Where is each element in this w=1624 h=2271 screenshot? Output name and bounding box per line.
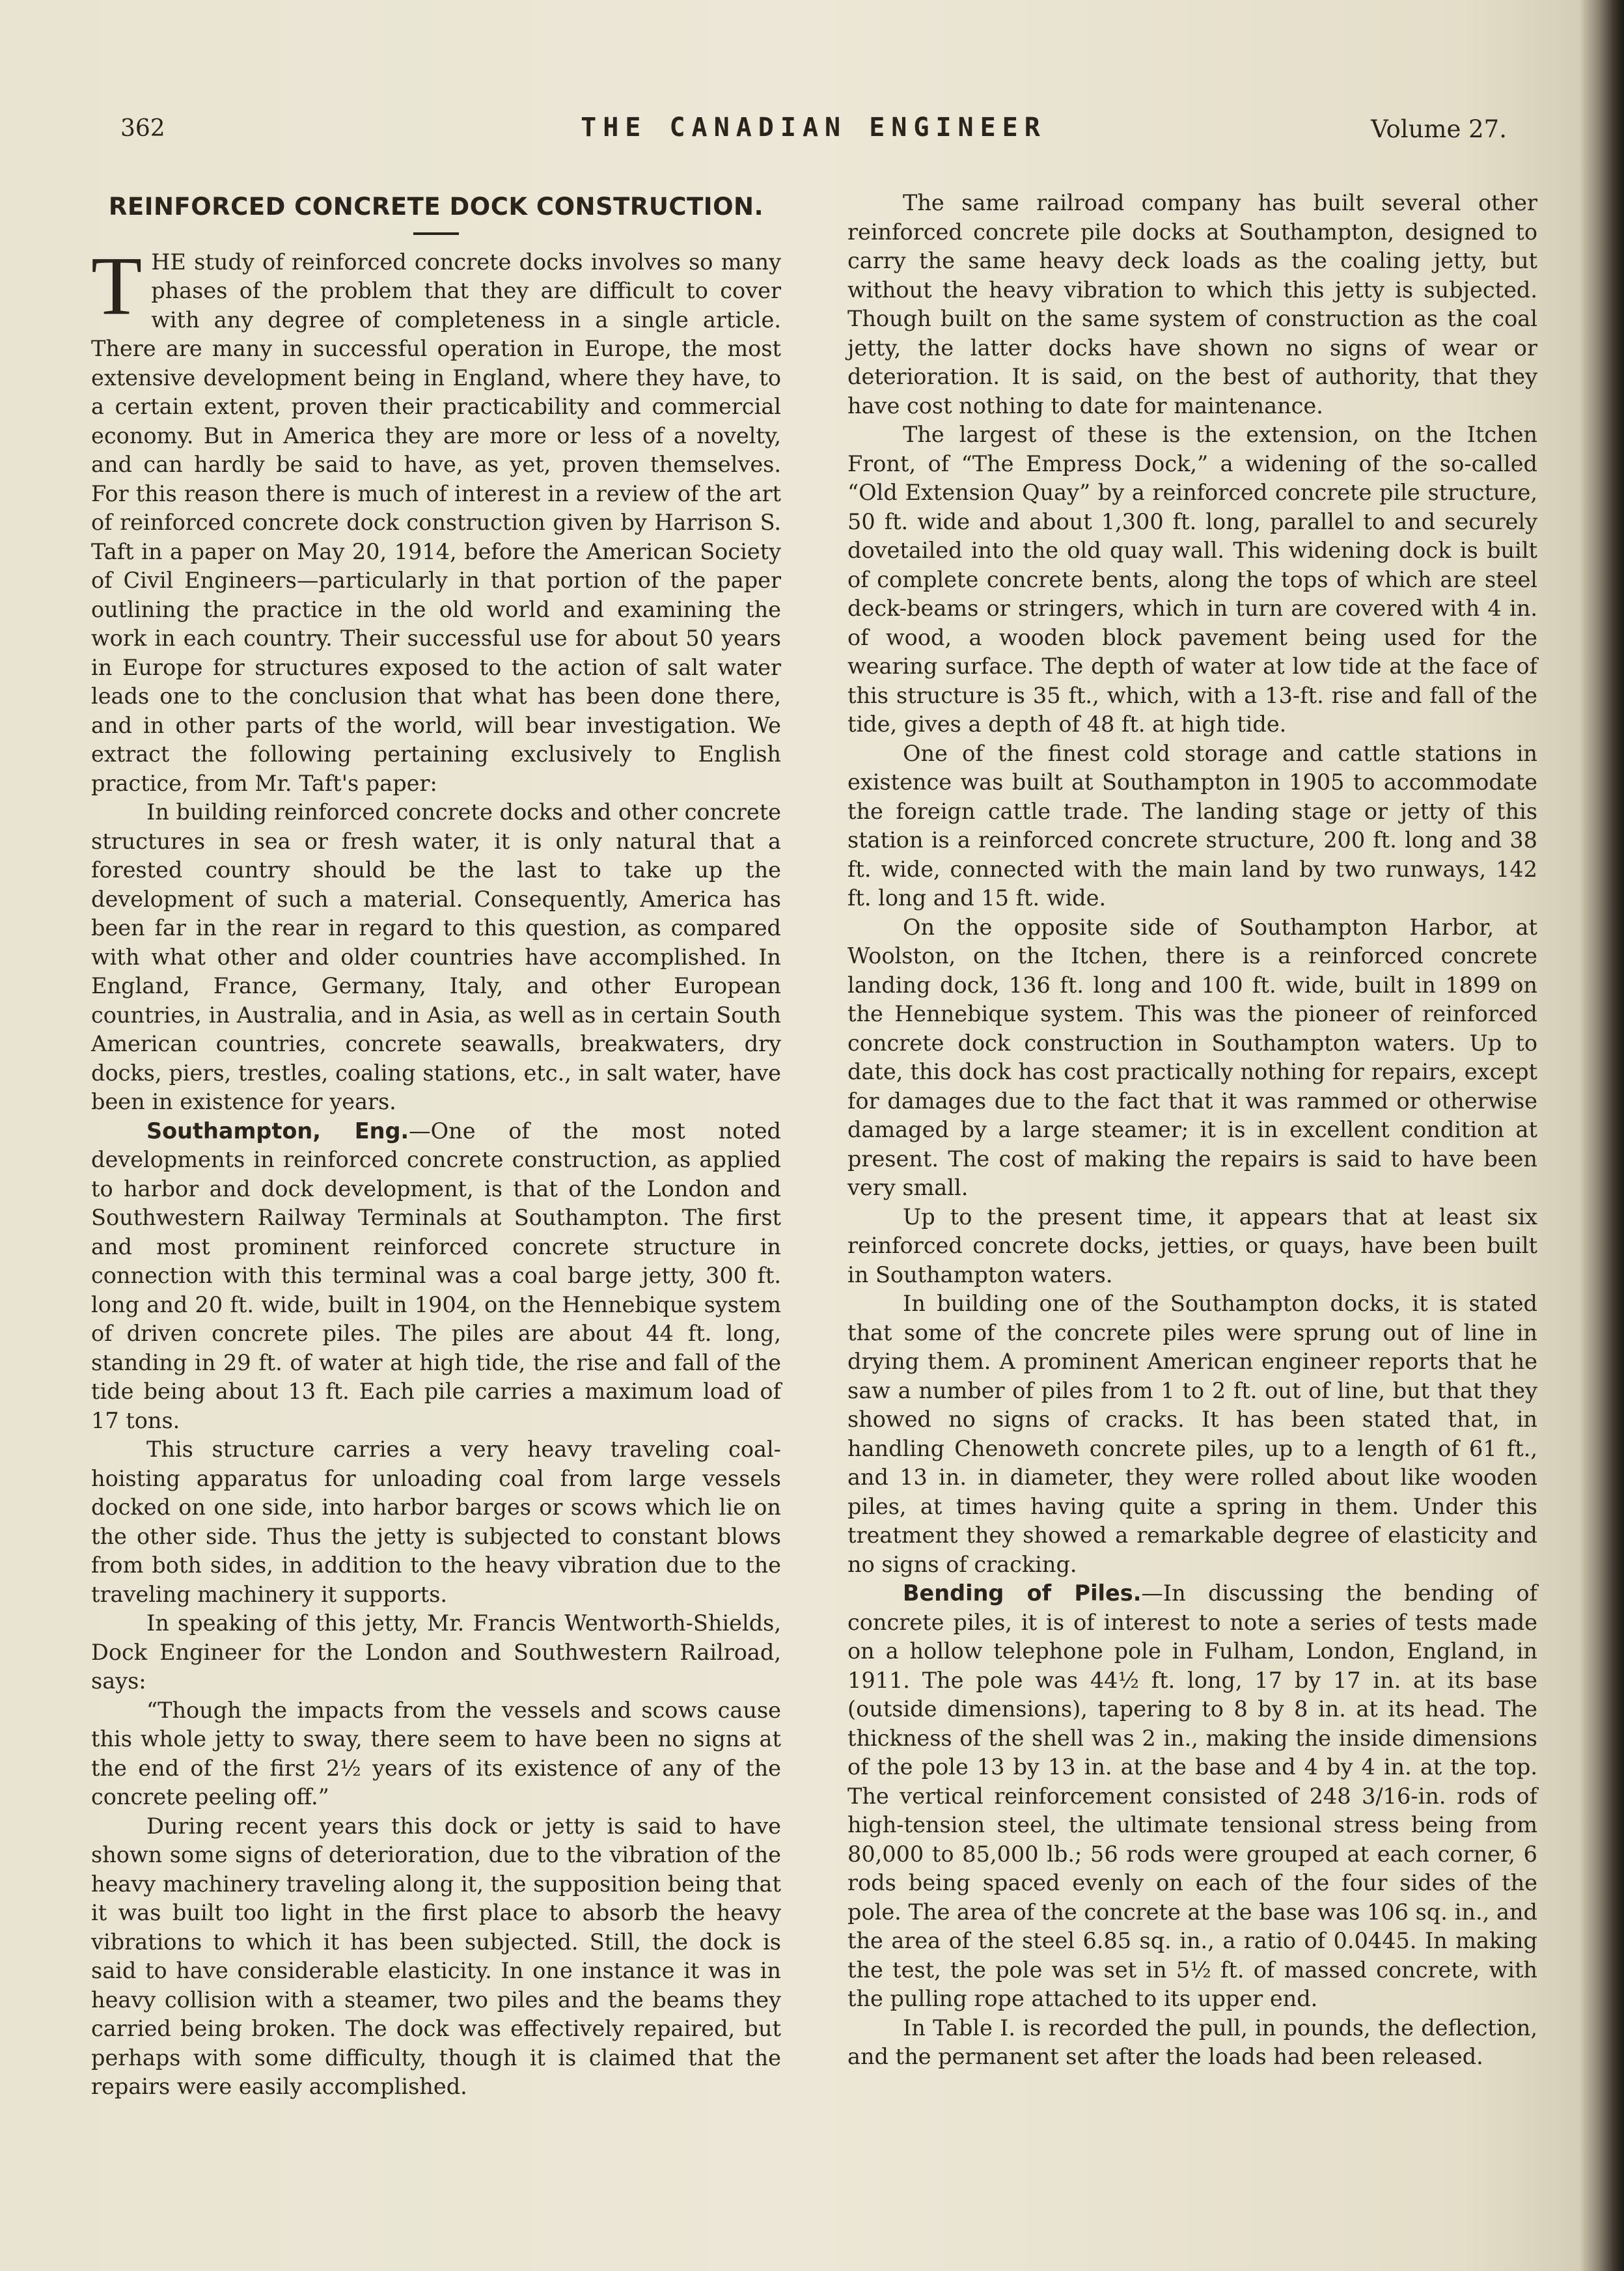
paragraph	[847, 1579, 1537, 2014]
article-title: REINFORCED CONCRETE DOCK CONSTRUCTION.	[108, 193, 764, 221]
journal-title: THE CANADIAN ENGINEER	[581, 113, 1047, 143]
paragraph: The same railroad company has built several other reinforced concrete pile docks at Southampton, designed to carry the same heavy deck loads as the coaling jetty, but without the heavy vibration to which this jetty is subjected. Though built on the same system of construction as the coal jetty, the latter docks have shown no signs of wear or deterioration. It is said, on the best of authority, that they have cost nothing to date for maintenance.	[847, 190, 1537, 419]
running-header	[120, 107, 1507, 153]
paragraph	[91, 1117, 781, 1436]
paragraph: This structure carries a very heavy traveling coal-hoisting apparatus for unloading coal from large vessels docked on one side, into harbor barges or scows which lie on the other side. Thus the jetty is subjected to constant blows from both sides, in addition to the heavy vibration due to the traveling machinery it supports.	[91, 1437, 781, 1607]
right-column	[847, 189, 1537, 2072]
paragraph: During recent years this dock or jetty is said to have shown some signs of deterioration, due to the vibration of the heavy machinery traveling along it, the supposition being that it was built too light in the first place to absorb the heavy vibrations to which it has been subjected. Still, the dock is said to have considerable elasticity. In one instance it was in heavy collision with a steamer, two piles and the beams they carried being broken. The dock was effectively repaired, but perhaps with some difficulty, though it is claimed that the repairs were easily accomplished.	[91, 1813, 781, 2099]
binding-gutter	[1578, 0, 1624, 2271]
volume-label: Volume 27.	[1371, 115, 1507, 143]
paragraph: Up to the present time, it appears that at least six reinforced concrete docks, jetties, or quays, have been built in Southampton waters.	[847, 1204, 1537, 1287]
paragraph-text: —One of the most noted developments in reinforced concrete construction, as applied to harbor and dock development, is that of the London and Southwestern Railway Terminals at Southampton. The first and most prominent reinforced concrete structure in connection with this terminal was a coal barge jetty, 300 ft. long and 20 ft. wide, built in 1904, on the Hennebique system of driven concrete piles. The piles are about 44 ft. long, standing in 29 ft. of water at high tide, the rise and fall of the tide being about 13 ft. Each pile carries a maximum load of 17 tons.	[91, 1118, 781, 1433]
paragraph: In Table I. is recorded the pull, in pounds, the deflection, and the permanent set after the loads had been released.	[847, 2015, 1537, 2069]
paragraph: In building reinforced concrete docks and other concrete structures in sea or fresh water, it is only natural that a forested country should be the last to take up the development of such a material. Consequently, America has been far in the rear in regard to this question, as compared with what other and older countries have accomplished. In England, France, Germany, Italy, and other European countries, in Australia, and in Asia, as well as in certain South American countries, concrete seawalls, breakwaters, dry docks, piers, trestles, coaling stations, etc., in salt water, have been in existence for years.	[91, 799, 781, 1114]
left-column	[91, 189, 781, 2102]
quotation: “Though the impacts from the vessels and scows cause this whole jetty to sway, there seem to have been no signs at the end of the first 2½ years of its existence of any of the concrete peeling off.”	[91, 1697, 781, 1810]
subheading: Bending of Piles.	[903, 1580, 1142, 1606]
paragraph: One of the finest cold storage and cattle stations in existence was built at Southampton in 1905 to accommodate the foreign cattle trade. The landing stage or jetty of this station is a reinforced concrete structure, 200 ft. long and 38 ft. wide, connected with the main land by two runways, 142 ft. long and 15 ft. wide.	[847, 740, 1537, 911]
paragraph	[91, 239, 781, 799]
paragraph: On the opposite side of Southampton Harbor, at Woolston, on the Itchen, there is a reinforced concrete landing dock, 136 ft. long and 100 ft. wide, built in 1899 on the Hennebique system. This was the pioneer of reinforced concrete dock construction in Southampton waters. Up to date, this dock has cost practically nothing for repairs, except for damages due to the fact that it was rammed or otherwise damaged by a large steamer; it is in excellent condition at present. The cost of making the repairs is said to have been very small.	[847, 914, 1537, 1200]
title-rule	[413, 232, 459, 235]
paragraph-text: HE study of reinforced concrete docks involves so many phases of the problem that they are difficult to cover with any degree of completeness in a single article. There are many in successful operation in Europe, the most extensive development being in England, where they have, to a certain extent, proven their practicability and commercial economy. But in America they are more or less of a novelty, and can hardly be said to have, as yet, proven themselves. For this reason there is much of interest in a review of the art of reinforced concrete dock construction given by Harrison S. Taft in a paper on May 20, 1914, before the American Society of Civil Engineers—particularly in that portion of the paper outlining the practice in the old world and examining the work in each country. Their successful use for about 50 years in Europe for structures exposed to the action of salt water leads one to the conclusion that what has been done there, and in other parts of the world, will bear investigation. We extract the following pertaining exclusively to English practice, from Mr. Taft's paper:	[91, 249, 781, 796]
paragraph: In speaking of this jetty, Mr. Francis Wentworth-Shields, Dock Engineer for the London and Southwestern Railroad, says:	[91, 1610, 781, 1694]
page-number: 362	[120, 115, 165, 142]
paragraph: The largest of these is the extension, on the Itchen Front, of “The Empress Dock,” a widening of the so-called “Old Extension Quay” by a reinforced concrete pile structure, 50 ft. wide and about 1,300 ft. long, parallel to and securely dovetailed into the old quay wall. This widening dock is built of complete concrete bents, along the tops of which are steel deck-beams or stringers, which in turn are covered with 4 in. of wood, a wooden block pavement being used for the wearing surface. The depth of water at low tide at the face of this structure is 35 ft., which, with a 13-ft. rise and fall of the tide, gives a depth of 48 ft. at high tide.	[847, 422, 1537, 737]
drop-cap: T	[91, 239, 143, 332]
subheading: Southampton, Eng.	[146, 1118, 409, 1144]
paragraph-text: —In discussing the bending of concrete piles, it is of interest to note a series of tests made on a hollow telephone pole in Fulham, London, England, in 1911. The pole was 44½ ft. long, 17 by 17 in. at its base (outside dimensions), tapering to 8 by 8 in. at its head. The thickness of the shell was 2 in., making the inside dimensions of the pole 13 by 13 in. at the base and 4 by 4 in. at the top. The vertical reinforcement consisted of 248 3/16-in. rods of high-tension steel, the ultimate tensional stress being from 80,000 to 85,000 lb.; 56 rods were grouped at each corner, 6 rods being spaced evenly on each of the four sides of the pole. The area of the concrete at the base was 106 sq. in., and the area of the steel 6.85 sq. in., a ratio of 0.0445. In making the test, the pole was set in 5½ ft. of massed concrete, with the pulling rope attached to its upper end.	[847, 1580, 1537, 2011]
paragraph: In building one of the Southampton docks, it is stated that some of the concrete piles were sprung out of line in drying them. A prominent American engineer reports that he saw a number of piles from 1 to 2 ft. out of line, but that they showed no signs of cracks. It has been stated that, in handling Chenoweth concrete piles, up to a length of 61 ft., and 13 in. in diameter, they were rolled about like wooden piles, at times having quite a spring in them. Under this treatment they showed a remarkable degree of elasticity and no signs of cracking.	[847, 1291, 1537, 1577]
